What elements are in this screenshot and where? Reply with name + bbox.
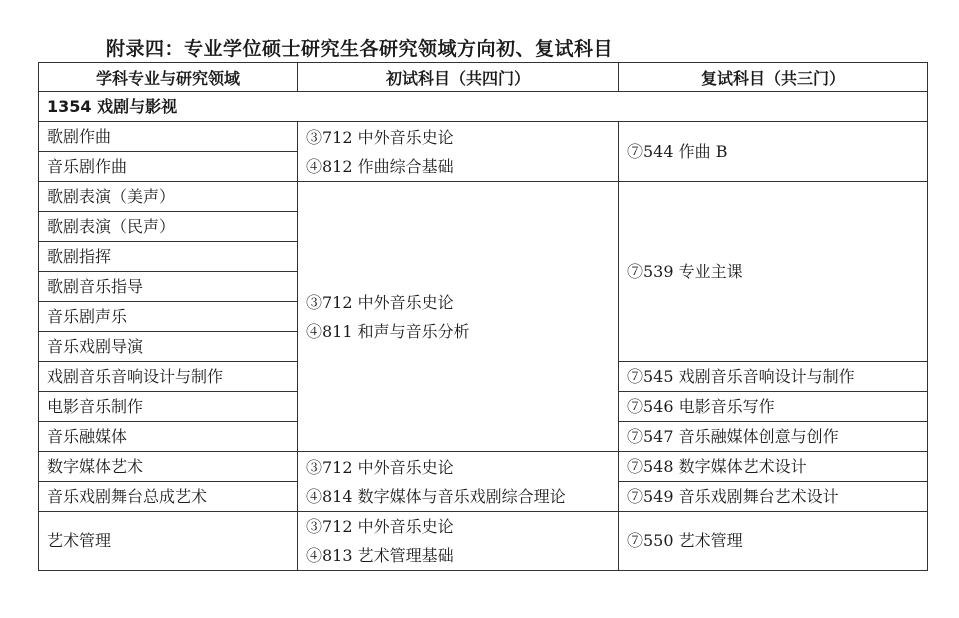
header-initial: 初试科目（共四门） — [298, 63, 619, 92]
table-row — [39, 512, 928, 571]
field-cell: 音乐戏剧舞台总成艺术 — [39, 482, 298, 512]
header-field: 学科专业与研究领域 — [39, 63, 298, 92]
retest-subject-cell: ⑦545 戏剧音乐音响设计与制作 — [619, 362, 928, 392]
field-cell: 音乐剧作曲 — [39, 152, 298, 182]
table-header-row — [39, 63, 928, 92]
field-cell: 音乐融媒体 — [39, 422, 298, 452]
retest-subject-cell: ⑦549 音乐戏剧舞台艺术设计 — [619, 482, 928, 512]
retest-subject-cell: ⑦550 艺术管理 — [619, 512, 928, 571]
retest-subject-cell: ⑦546 电影音乐写作 — [619, 392, 928, 422]
initial-subject-line: ③712 中外音乐史论 — [306, 127, 454, 147]
retest-subject-cell: ⑦547 音乐融媒体创意与创作 — [619, 422, 928, 452]
category-label: 1354 戏剧与影视 — [39, 92, 928, 122]
table-row — [39, 122, 928, 152]
field-cell: 歌剧表演（民声） — [39, 212, 298, 242]
initial-subjects-cell — [298, 122, 619, 182]
initial-subject-line: ④812 作曲综合基础 — [306, 156, 454, 176]
initial-subjects-cell — [298, 452, 619, 512]
field-cell: 艺术管理 — [39, 512, 298, 571]
initial-subject-line: ④811 和声与音乐分析 — [306, 321, 470, 341]
initial-subject-line: ④814 数字媒体与音乐戏剧综合理论 — [306, 486, 566, 506]
initial-subject-line: ③712 中外音乐史论 — [306, 457, 454, 477]
page-title: 附录四：专业学位硕士研究生各研究领域方向初、复试科目 — [106, 38, 614, 60]
field-cell: 戏剧音乐音响设计与制作 — [39, 362, 298, 392]
initial-subjects-cell — [298, 182, 619, 452]
initial-subject-line: ③712 中外音乐史论 — [306, 517, 454, 536]
field-cell: 歌剧作曲 — [39, 122, 298, 152]
initial-subject-line: ④813 艺术管理基础 — [306, 546, 454, 565]
field-cell: 音乐剧声乐 — [39, 302, 298, 332]
retest-subject-cell: ⑦539 专业主课 — [619, 182, 928, 362]
table-row — [39, 452, 928, 482]
field-cell: 歌剧指挥 — [39, 242, 298, 272]
retest-subject-cell: ⑦548 数字媒体艺术设计 — [619, 452, 928, 482]
table-row — [39, 182, 928, 212]
subjects-table — [38, 62, 928, 571]
category-row — [39, 92, 928, 122]
initial-subject-line: ③712 中外音乐史论 — [306, 292, 454, 312]
field-cell: 电影音乐制作 — [39, 392, 298, 422]
initial-subjects-cell — [298, 512, 619, 571]
field-cell: 音乐戏剧导演 — [39, 332, 298, 362]
field-cell: 歌剧音乐指导 — [39, 272, 298, 302]
retest-subject-cell: ⑦544 作曲 B — [619, 122, 928, 182]
header-retest: 复试科目（共三门） — [619, 63, 928, 92]
field-cell: 数字媒体艺术 — [39, 452, 298, 482]
field-cell: 歌剧表演（美声） — [39, 182, 298, 212]
